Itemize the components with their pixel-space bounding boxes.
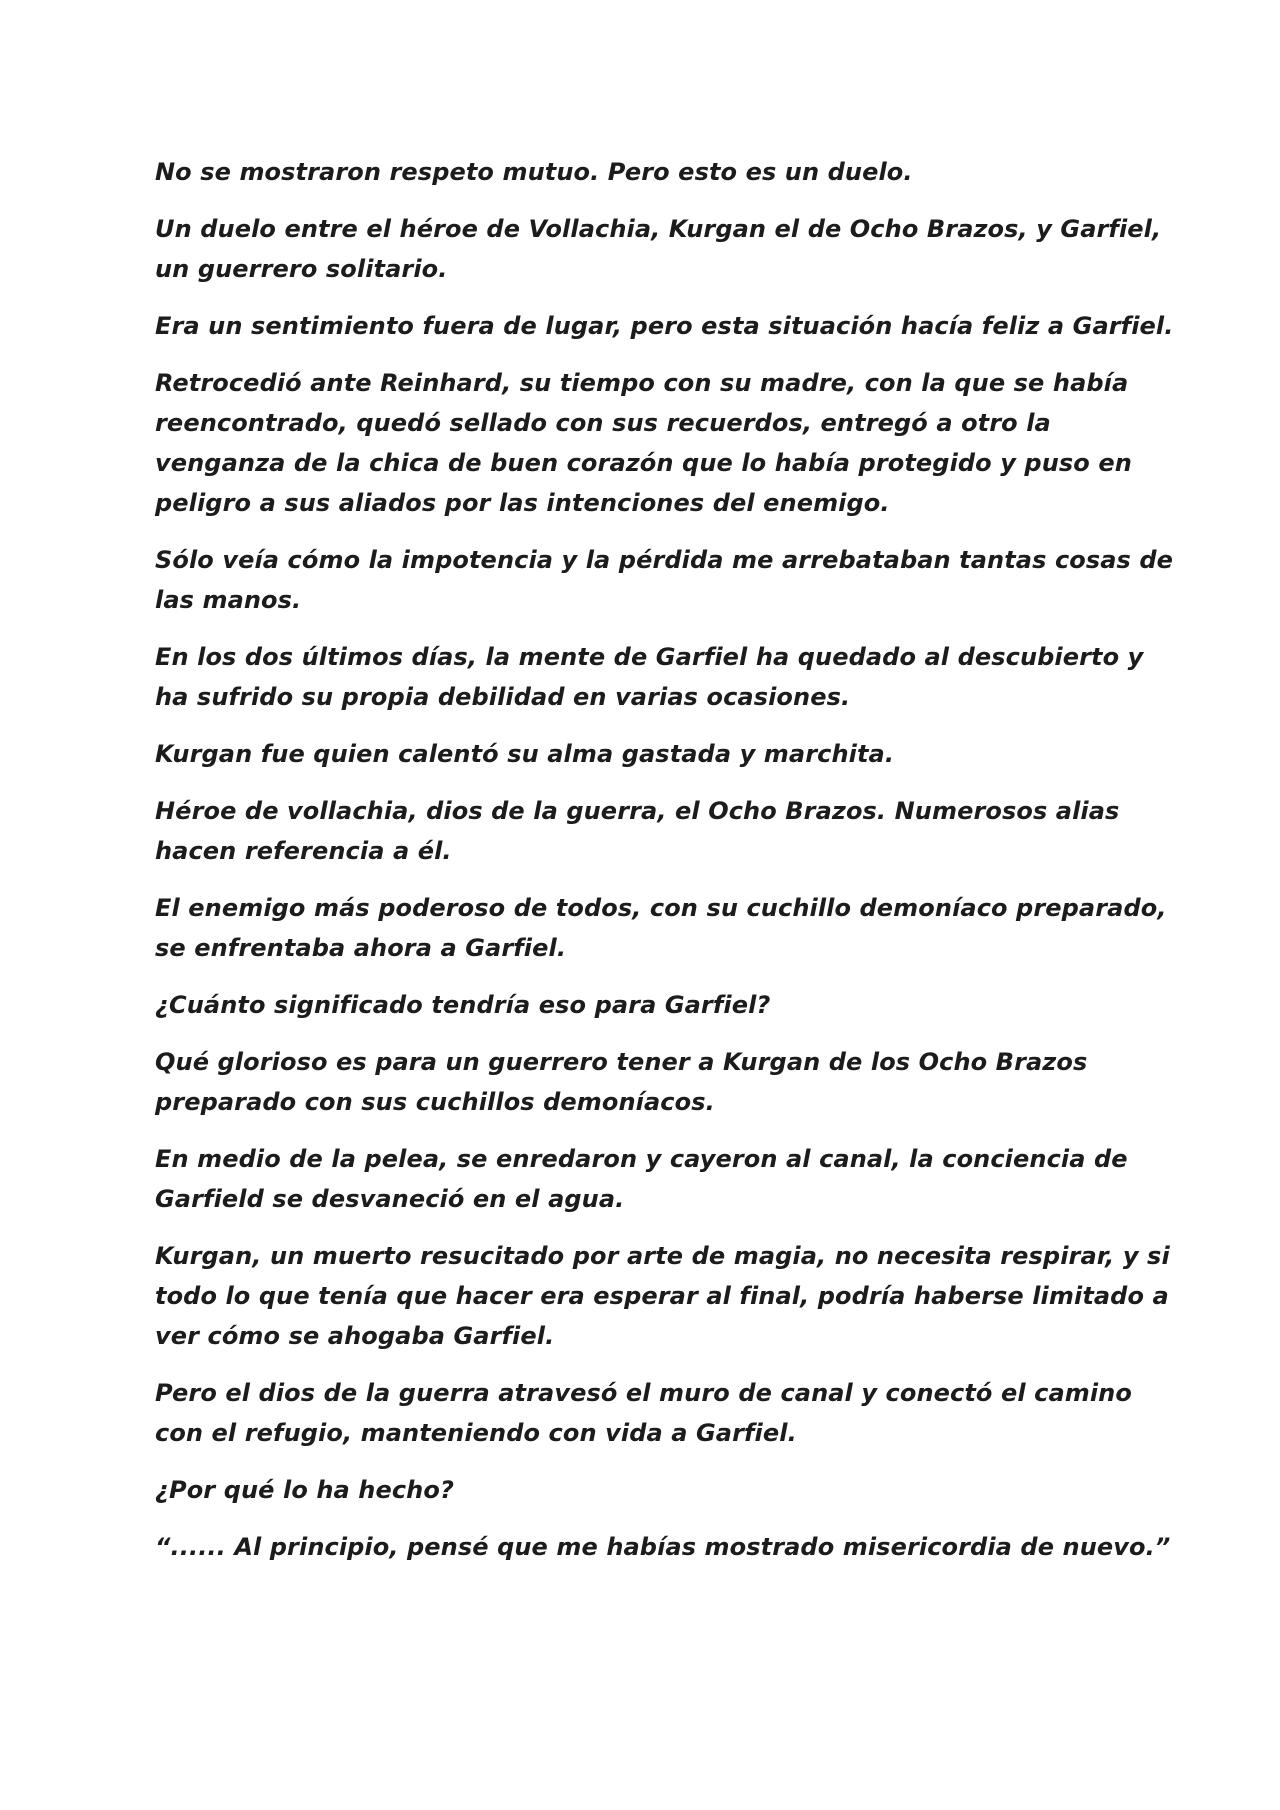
text-line: reencontrado, quedó sellado con sus recuerdos, entregó a otro la [155,409,1051,437]
paragraph [155,791,1145,871]
text-line: Kurgan fue quien calentó su alma gastada y marchita. [155,740,895,768]
document-body [155,152,1174,1584]
text-line: No se mostraron respeto mutuo. Pero esto es un duelo. [155,158,913,186]
text-line: se enfrentaba ahora a Garfiel. [155,934,567,962]
text-line: Garfield se desvaneció en el agua. [155,1185,625,1213]
paragraph [155,985,1145,1025]
paragraph [155,1042,1145,1122]
text-line: Kurgan, un muerto resucitado por arte de magia, no necesita respirar, y si [155,1242,1170,1270]
paragraph [155,1236,1170,1356]
paragraph [155,1470,1145,1510]
text-line: En medio de la pelea, se enredaron y cayeron al canal, la conciencia de [155,1145,1128,1173]
paragraph [155,540,1174,620]
paragraph [155,152,1145,192]
text-line: peligro a sus aliados por las intenciones del enemigo. [155,489,890,517]
paragraph [155,637,1145,717]
text-line: Pero el dios de la guerra atravesó el muro de canal y conectó el camino [155,1379,1132,1407]
paragraph [155,888,1167,968]
text-line: En los dos últimos días, la mente de Garfiel ha quedado al descubierto y [155,643,1144,671]
text-line: ¿Por qué lo ha hecho? [155,1476,454,1504]
paragraph [155,1527,1171,1567]
text-line: Retrocedió ante Reinhard, su tiempo con su madre, con la que se había [155,369,1129,397]
text-line: ha sufrido su propia debilidad en varias ocasiones. [155,683,851,711]
text-line: Sólo veía cómo la impotencia y la pérdida me arrebataban tantas cosas de [155,546,1174,574]
text-line: todo lo que tenía que hacer era esperar al final, podría haberse limitado a [155,1282,1169,1310]
paragraph [155,363,1145,523]
text-line: “...... Al principio, pensé que me habías mostrado misericordia de nuevo.” [155,1533,1171,1561]
text-line: Héroe de vollachia, dios de la guerra, el Ocho Brazos. Numerosos alias [155,797,1120,825]
paragraph [155,734,1145,774]
text-line: Qué glorioso es para un guerrero tener a Kurgan de los Ocho Brazos [155,1048,1088,1076]
paragraph [155,209,1162,289]
text-line: El enemigo más poderoso de todos, con su cuchillo demoníaco preparado, [155,894,1167,922]
text-line: venganza de la chica de buen corazón que lo había protegido y puso en [155,449,1132,477]
paragraph [155,1139,1145,1219]
text-line: Era un sentimiento fuera de lugar, pero esta situación hacía feliz a Garfiel. [155,312,1174,340]
text-line: hacen referencia a él. [155,837,452,865]
text-line: un guerrero solitario. [155,255,448,283]
text-line: ver cómo se ahogaba Garfiel. [155,1322,555,1350]
text-line: con el refugio, manteniendo con vida a Garfiel. [155,1419,797,1447]
text-line: Un duelo entre el héroe de Vollachia, Kurgan el de Ocho Brazos, y Garfiel, [155,215,1162,243]
text-line: preparado con sus cuchillos demoníacos. [155,1088,715,1116]
text-line: las manos. [155,586,302,614]
paragraph [155,1373,1145,1453]
paragraph [155,306,1174,346]
text-line: ¿Cuánto significado tendría eso para Garfiel? [155,991,771,1019]
